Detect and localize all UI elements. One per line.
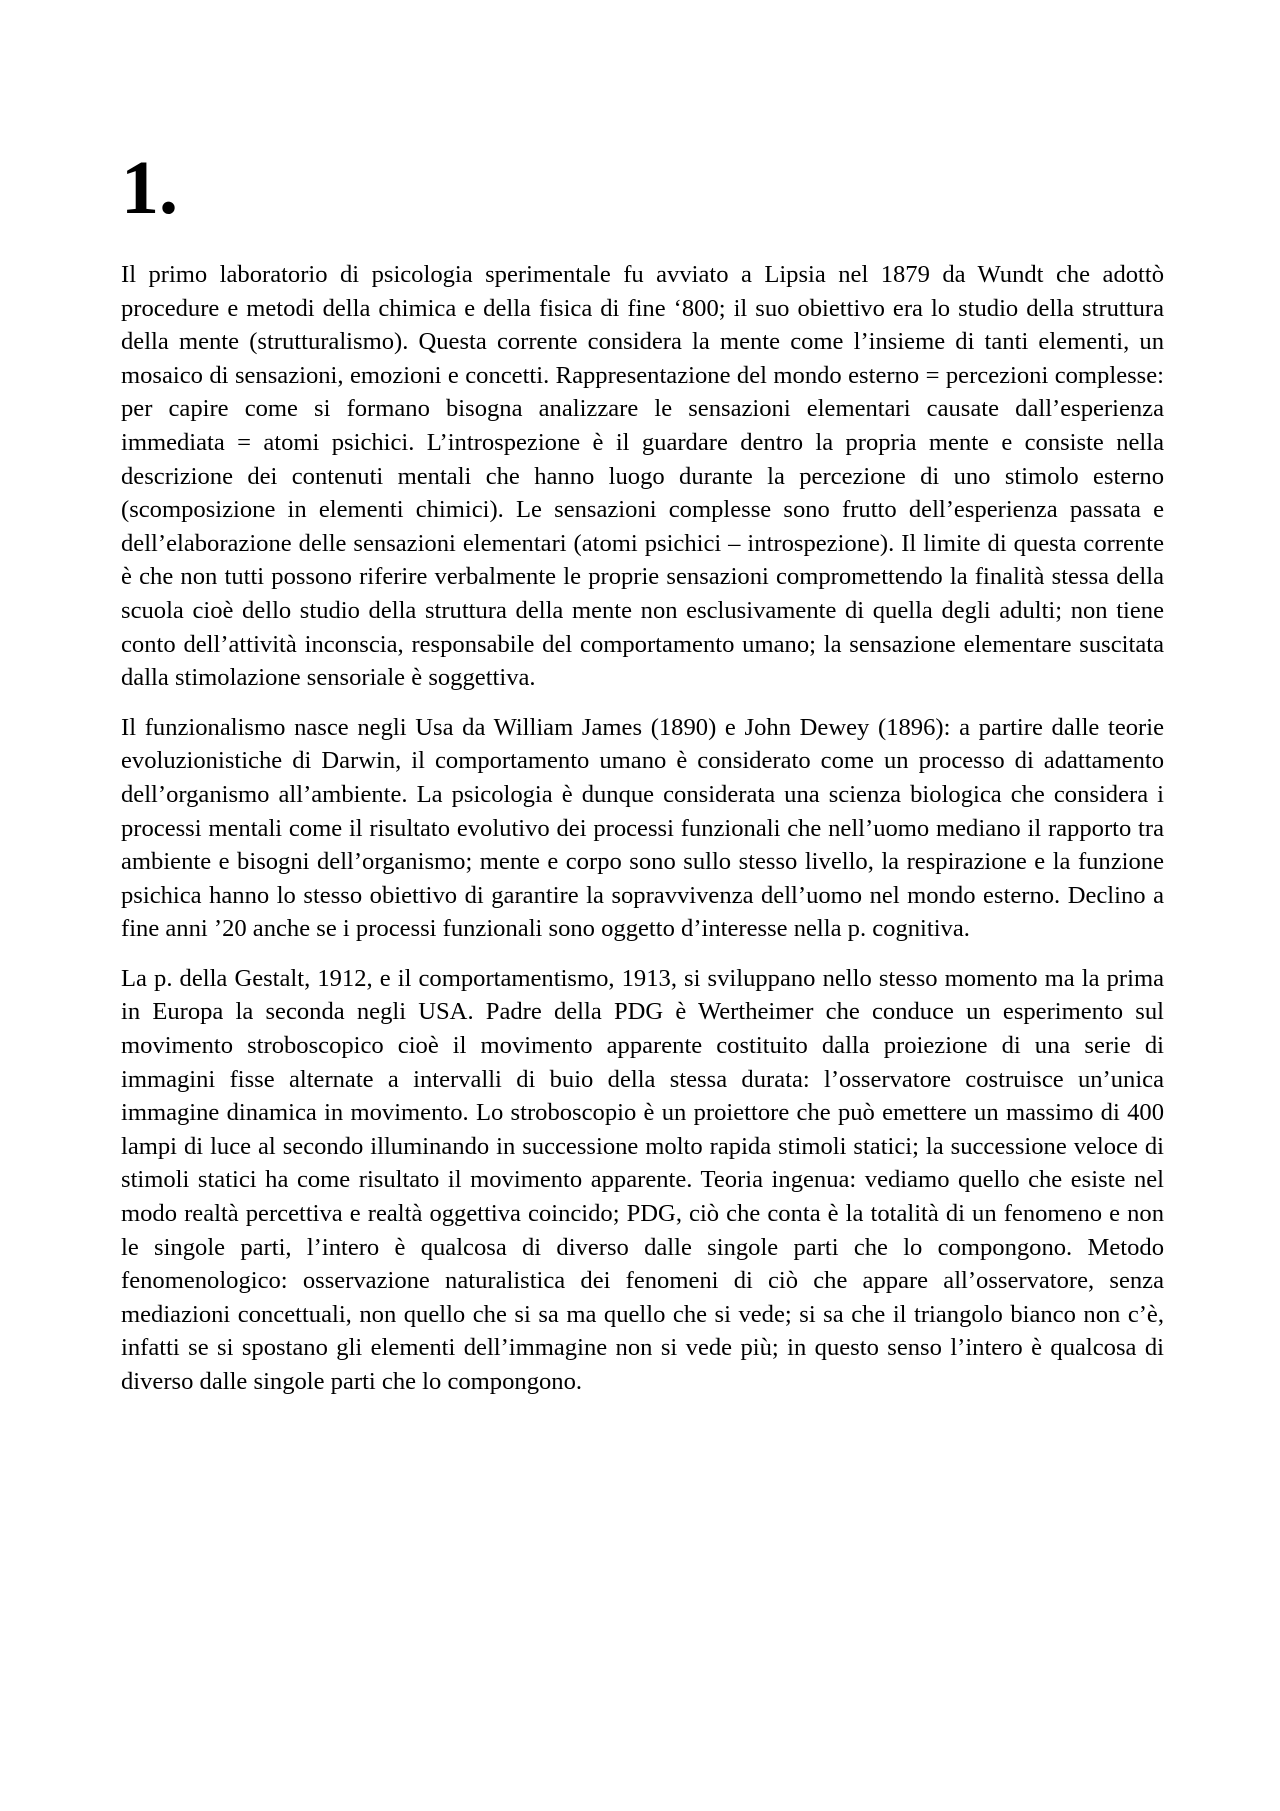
- paragraph-strutturalismo: Il primo laboratorio di psicologia sperimentale fu avviato a Lipsia nel 1879 da Wundt che adottò procedure e metodi della chimica e della fisica di fine ‘800; il suo obiettivo era lo studio della struttura della mente (strutturalismo). Questa corrente considera la mente come l’insieme di tanti elementi, un mosaico di sensazioni, emozioni e concetti. Rappresentazione del mondo esterno = percezioni complesse: per capire come si formano bisogna analizzare le sensazioni elementari causate dall’esperienza immediata = atomi psichici. L’introspezione è il guardare dentro la propria mente e consiste nella descrizione dei contenuti mentali che hanno luogo durante la percezione di uno stimolo esterno (scomposizione in elementi chimici). Le sensazioni complesse sono frutto dell’esperienza passata e dell’elaborazione delle sensazioni elementari (atomi psichici – introspezione). Il limite di questa corrente è che non tutti possono riferire verbalmente le proprie sensazioni compromettendo la finalità stessa della scuola cioè dello studio della struttura della mente non esclusivamente di quella degli adulti; non tiene conto dell’attività inconscia, responsabile del comportamento umano; la sensazione elementare suscitata dalla stimolazione sensoriale è soggettiva.: [121, 261, 1164, 692]
- document-body: [121, 146, 1164, 1415]
- paragraph-gestalt: La p. della Gestalt, 1912, e il comportamentismo, 1913, si sviluppano nello stesso momento ma la prima in Europa la seconda negli USA. Padre della PDG è Wertheimer che conduce un esperimento sul movimento stroboscopico cioè il movimento apparente costituito dalla proiezione di una serie di immagini fisse alternate a intervalli di buio della stessa durata: l’osservatore costruisce un’unica immagine dinamica in movimento. Lo stroboscopio è un proiettore che può emettere un massimo di 400 lampi di luce al secondo illuminando in successione molto rapida stimoli statici; la successione veloce di stimoli statici ha come risultato il movimento apparente. Teoria ingenua: vediamo quello che esiste nel modo realtà percettiva e realtà oggettiva coincido; PDG, ciò che conta è la totalità di un fenomeno e non le singole parti, l’intero è qualcosa di diverso dalle singole parti che lo compongono. Metodo fenomenologico: osservazione naturalistica dei fenomeni di ciò che appare all’osservatore, senza mediazioni concettuali, non quello che si sa ma quello che si vede; si sa che il triangolo bianco non c’è, infatti se si spostano gli elementi dell’immagine non si vede più; in questo senso l’intero è qualcosa di diverso dalle singole parti che lo compongono.: [121, 964, 1164, 1395]
- section-heading: 1.: [121, 146, 178, 230]
- paragraph-funzionalismo: Il funzionalismo nasce negli Usa da William James (1890) e John Dewey (1896): a partire dalle teorie evoluzionistiche di Darwin, il comportamento umano è considerato come un processo di adattamento dell’organismo all’ambiente. La psicologia è dunque considerata una scienza biologica che considera i processi mentali come il risultato evolutivo dei processi funzionali che nell’uomo mediano il rapporto tra ambiente e bisogni dell’organismo; mente e corpo sono sullo stesso livello, la respirazione e la funzione psichica hanno lo stesso obiettivo di garantire la sopravvivenza dell’uomo nel mondo esterno. Declino a fine anni ’20 anche se i processi funzionali sono oggetto d’interesse nella p. cognitiva.: [121, 713, 1164, 943]
